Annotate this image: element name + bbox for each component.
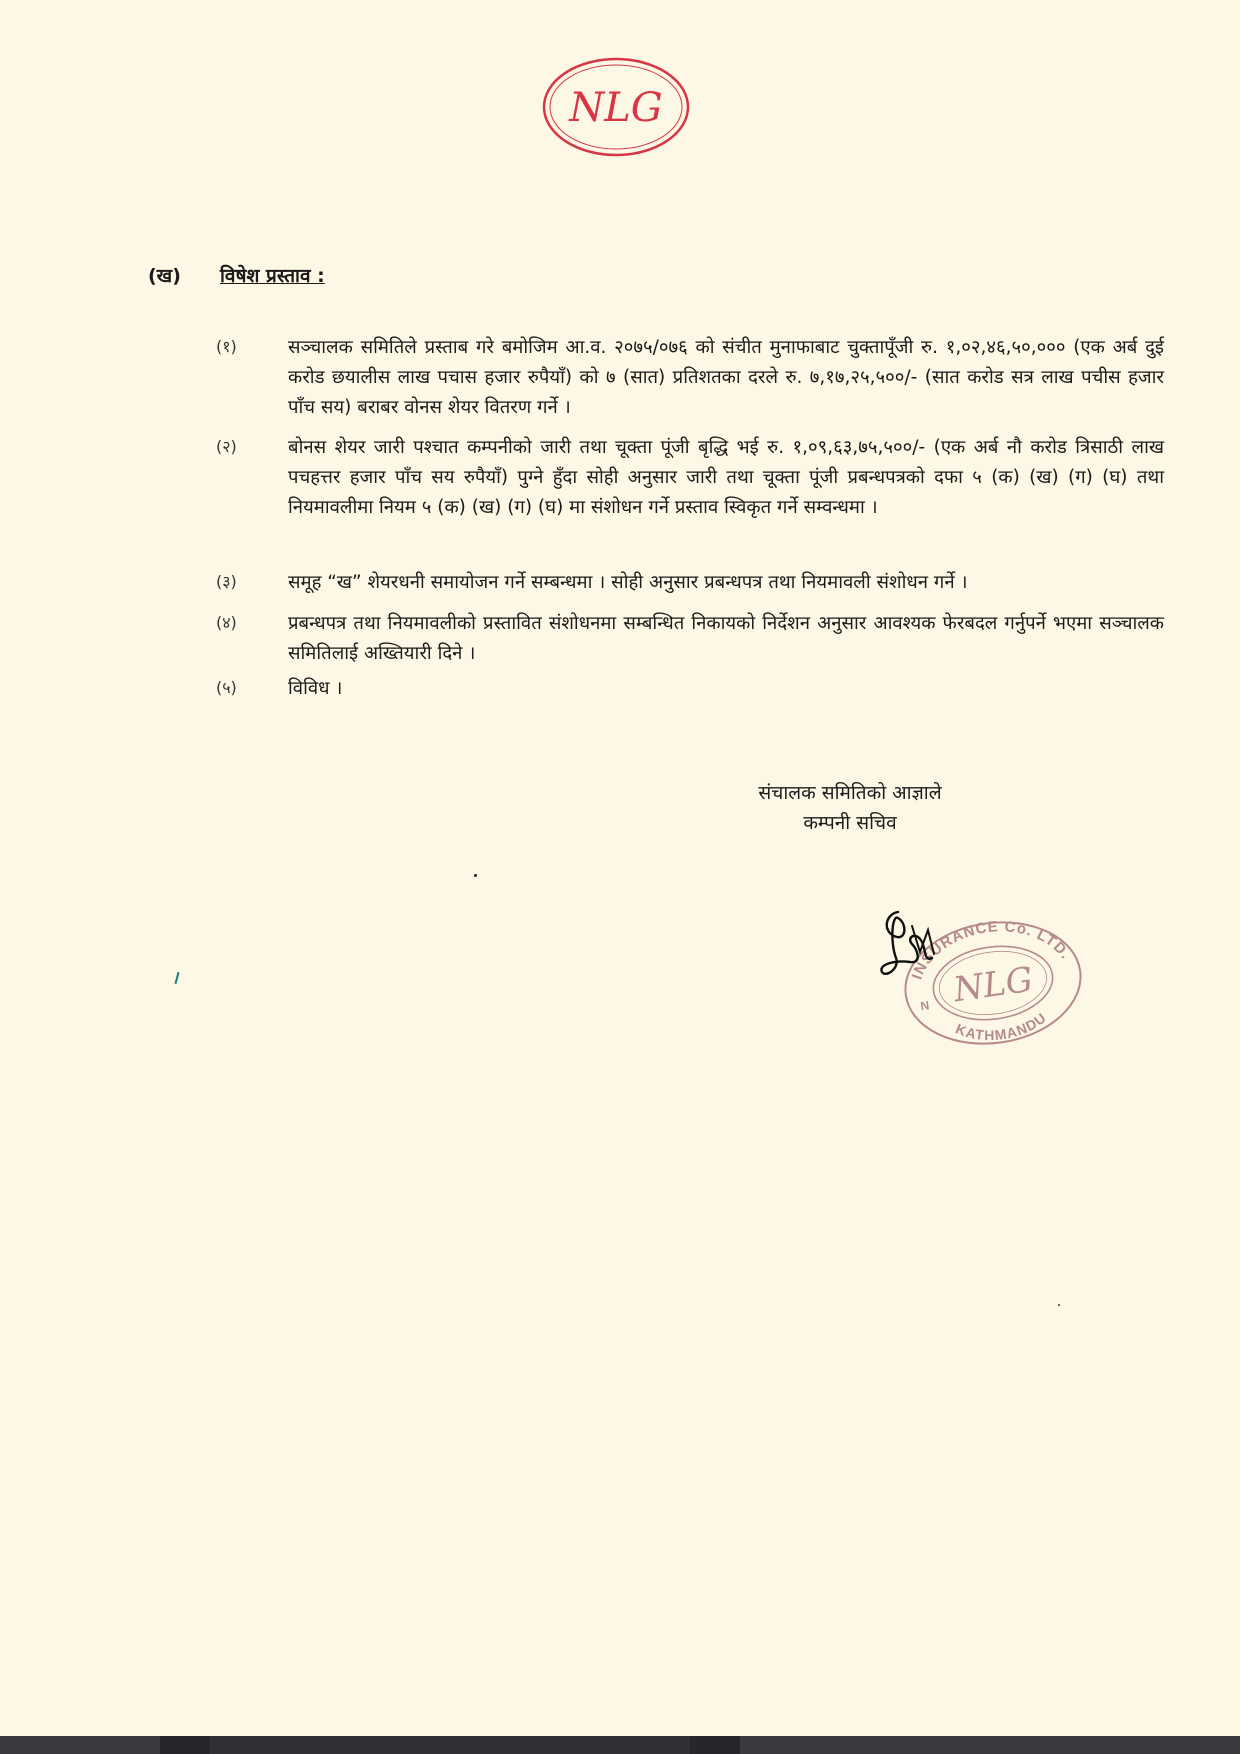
seal-top-text: INSURANCE Co. LTD. (908, 918, 1075, 982)
item-number: (१) (216, 337, 237, 356)
nlg-logo-text: NLG (569, 85, 663, 131)
seal-left-text: N (919, 998, 931, 1014)
seal-center-text: NLG (951, 959, 1036, 1011)
item-text: प्रबन्धपत्र तथा नियमावलीको प्रस्तावित संशोधनमा सम्बन्धित निकायको निर्देशन अनुसार आवश्यक फेरबदल गर्नुपर्ने भएमा सञ्चालक समितिलाई अख्तियारी दिने । (288, 613, 1164, 664)
item-text: समूह “ख” शेयरधनी समायोजन गर्ने सम्बन्धमा । सोही अनुसार प्रबन्धपत्र तथा नियमावली संशोधन गर्ने । (288, 572, 968, 593)
nlg-logo (540, 55, 692, 159)
signoff-title: कम्पनी सचिव (803, 812, 897, 834)
item-text: विविध । (288, 678, 343, 699)
scan-mark (1058, 1304, 1060, 1306)
item-number: (५) (216, 678, 237, 697)
scan-mark (474, 874, 477, 877)
item-number: (२) (216, 437, 237, 456)
item-number: (४) (216, 613, 237, 632)
seal-bottom-text: KATHMANDU (953, 1009, 1050, 1044)
scan-mark (174, 972, 179, 984)
signoff-block (700, 778, 1000, 838)
signoff-line-1: संचालक समितिको आज्ञाले (758, 782, 942, 804)
section-marker: (ख) (148, 265, 181, 287)
signature (872, 902, 972, 1002)
item-number: (३) (216, 572, 237, 591)
section-title: विषेश प्रस्ताव : (220, 265, 325, 287)
scanner-edge (0, 1736, 1240, 1754)
item-text: बोनस शेयर जारी पश्चात कम्पनीको जारी तथा चूक्ता पूंजी बृद्धि भई रु. १,०९,६३,७५,५००/- (एक अर्ब नौ करोड त्रिसाठी लाख पचहत्तर हजार पाँच सय रुपैयाँ) पुग्ने हुँदा सोही अनुसार जारी तथा चूक्ता पूंजी प्रबन्धपत्रको दफा ५ (क) (ख) (ग) (घ) तथा नियमावलीमा नियम ५ (क) (ख) (ग) (घ) मा संशोधन गर्ने प्रस्ताव स्विकृत गर्ने सम्वन्धमा । (288, 437, 1164, 518)
item-text: सञ्चालक समितिले प्रस्ताब गरे बमोजिम आ.व. २०७५/०७६ को संचीत मुनाफाबाट चुक्तापूँजी रु. १,०२,४६,५०,००० (एक अर्ब दुई करोड छयालीस लाख पचास हजार रुपैयाँ) को ७ (सात) प्रतिशतका दरले रु. ७,१७,२५,५००/- (सात करोड सत्र लाख पचीस हजार पाँच सय) बराबर वोनस शेयर वितरण गर्ने । (288, 337, 1164, 418)
